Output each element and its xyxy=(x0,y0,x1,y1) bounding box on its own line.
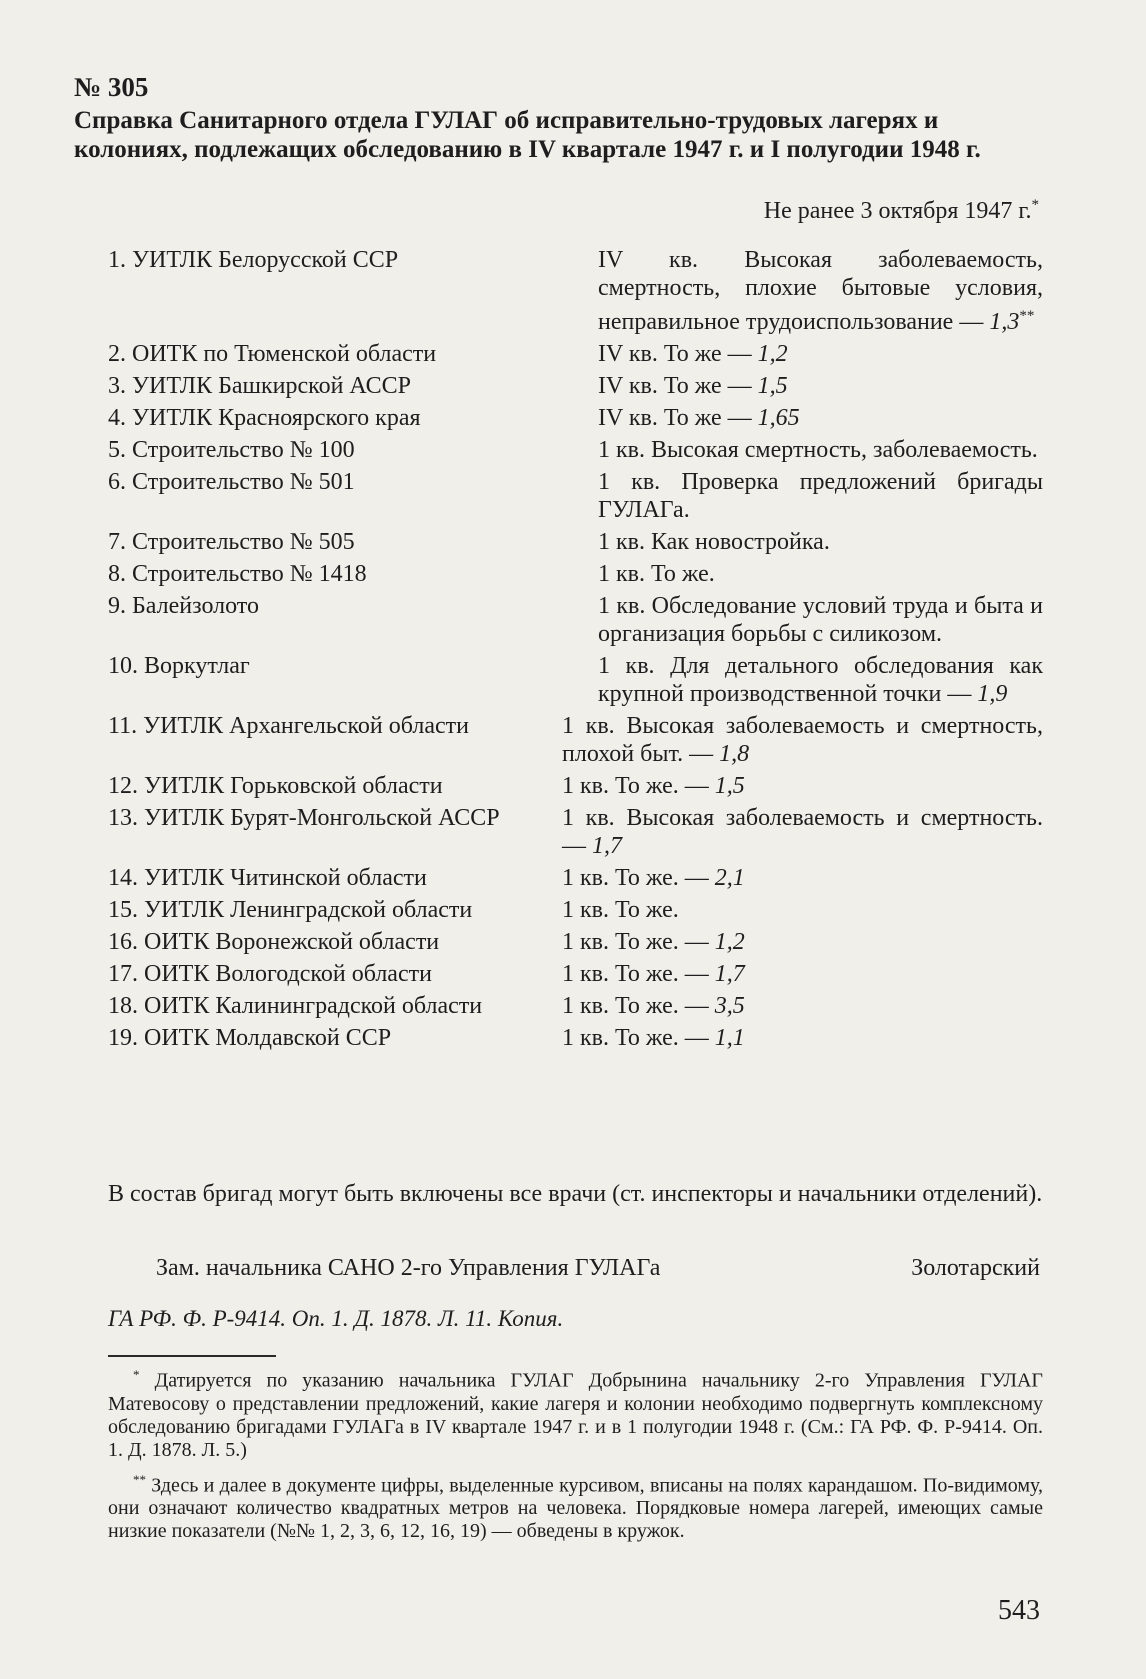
entry-label: 9. Балейзолото xyxy=(108,593,259,619)
footnote-mark: ** xyxy=(133,1471,146,1487)
entry-description: IV кв. Высокая заболеваемость, смертность, плохие бытовые условия, неправильное трудоиспользование — 1,3** xyxy=(598,247,1043,335)
document-title: Справка Санитарного отдела ГУЛАГ об исправительно-трудовых лагерях и колониях, подлежащих обследованию в IV квартале 1947 г. и I полугодии 1948 г. xyxy=(74,107,981,163)
entry-label: 4. УИТЛК Красноярского края xyxy=(108,405,421,431)
entry-description: IV кв. То же — 1,2 xyxy=(598,341,788,367)
entry-description: 1 кв. Высокая смертность, заболеваемость. xyxy=(598,437,1038,463)
entry-value: 1,7 xyxy=(592,833,622,859)
list-item xyxy=(108,992,1043,1020)
entry-label: 5. Строительство № 100 xyxy=(108,437,355,463)
entry-label: 3. УИТЛК Башкирской АССР xyxy=(108,373,411,399)
entry-value: 1,3 xyxy=(989,309,1020,335)
entry-label: 13. УИТЛК Бурят-Монгольской АССР xyxy=(108,805,500,831)
signature-name: Золотарский xyxy=(911,1255,1040,1281)
entry-label: 1. УИТЛК Белорусской ССР xyxy=(108,247,399,273)
footnote xyxy=(108,1468,1043,1544)
entry-value: 2,1 xyxy=(714,865,745,891)
entry-label: 6. Строительство № 501 xyxy=(108,469,355,495)
footnote-mark: ** xyxy=(1019,308,1035,324)
entries-list xyxy=(108,246,1043,1056)
list-item xyxy=(108,928,1043,956)
footnotes xyxy=(108,1363,1043,1549)
entry-value: 1,5 xyxy=(714,773,745,799)
list-item xyxy=(108,1024,1043,1052)
entry-description: 1 кв. Высокая заболеваемость и смертность, плохой быт. — 1,8 xyxy=(562,713,1043,767)
entry-label: 14. УИТЛК Читинской области xyxy=(108,865,427,891)
list-item xyxy=(108,528,1043,556)
entry-value: 1,65 xyxy=(757,405,800,431)
entry-description: 1 кв. Для детального обследования как крупной производственной точки — 1,9 xyxy=(598,653,1043,707)
entry-description: 1 кв. Обследование условий труда и быта и организация борьбы с силикозом. xyxy=(598,593,1043,647)
entry-description: 1 кв. Проверка предложений бригады ГУЛАГа. xyxy=(598,469,1043,523)
date-footnote-mark: * xyxy=(1031,197,1039,213)
archive-source: ГА РФ. Ф. Р-9414. Оп. 1. Д. 1878. Л. 11. Копия. xyxy=(108,1306,564,1331)
entry-description: 1 кв. То же. — 3,5 xyxy=(562,993,745,1019)
entry-description: 1 кв. Высокая заболеваемость и смертность. — 1,7 xyxy=(562,805,1043,859)
entry-value: 1,2 xyxy=(714,929,745,955)
list-item xyxy=(108,246,1043,336)
list-item xyxy=(108,468,1043,524)
signature-title: Зам. начальника САНО 2-го Управления ГУЛАГа xyxy=(156,1255,661,1281)
entry-description: 1 кв. То же. — 1,2 xyxy=(562,929,745,955)
entry-label: 8. Строительство № 1418 xyxy=(108,561,367,587)
brigade-note: В состав бригад могут быть включены все врачи (ст. инспекторы и начальники отделений). xyxy=(108,1181,1043,1207)
entry-value: 1,1 xyxy=(714,1025,745,1051)
footnote-text: Здесь и далее в документе цифры, выделенные курсивом, вписаны на полях карандашом. По-видимому, они означают количество квадратных метров на человека. Порядковые номера лагерей, имеющих самые низкие показатели (№№ 1, 2, 3, 6, 12, 16, 19) — обведены в кружок. xyxy=(108,1474,1043,1543)
entry-value: 1,9 xyxy=(977,681,1008,707)
entry-description: IV кв. То же — 1,65 xyxy=(598,405,800,431)
entry-value: 1,8 xyxy=(719,741,750,767)
list-item xyxy=(108,804,1043,860)
entry-label: 12. УИТЛК Горьковской области xyxy=(108,773,443,799)
entry-description: 1 кв. Как новостройка. xyxy=(598,529,830,555)
entry-value: 3,5 xyxy=(714,993,745,1019)
footnote xyxy=(108,1363,1043,1462)
entry-description: 1 кв. То же. — 1,7 xyxy=(562,961,745,987)
entry-label: 7. Строительство № 505 xyxy=(108,529,355,555)
list-item xyxy=(108,340,1043,368)
footnote-divider xyxy=(108,1355,276,1357)
entry-label: 15. УИТЛК Ленинградской области xyxy=(108,897,473,923)
list-item xyxy=(108,652,1043,708)
date-text: Не ранее 3 октября 1947 г. xyxy=(763,198,1032,224)
entry-description: 1 кв. То же. — 1,5 xyxy=(562,773,745,799)
entry-label: 16. ОИТК Воронежской области xyxy=(108,929,440,955)
list-item xyxy=(108,372,1043,400)
footnote-text: Датируется по указанию начальника ГУЛАГ Добрынина начальнику 2-го Управления ГУЛАГ Матевосову о представлении предложений, какие лагеря и колонии необходимо подвергнуть комплексному обследованию бригадами ГУЛАГа в IV квартале 1947 г. и в 1 полугодии 1948 г. (См.: ГА РФ. Ф. Р-9414. Оп. 1. Д. 1878. Л. 5.) xyxy=(108,1369,1043,1461)
document-number: № 305 xyxy=(74,72,149,102)
list-item xyxy=(108,960,1043,988)
entry-label: 11. УИТЛК Архангельской области xyxy=(108,713,469,739)
entry-label: 17. ОИТК Вологодской области xyxy=(108,961,432,987)
entry-value: 1,5 xyxy=(757,373,788,399)
entry-description: 1 кв. То же. — 2,1 xyxy=(562,865,745,891)
list-item xyxy=(108,712,1043,768)
list-item xyxy=(108,592,1043,648)
entry-value: 1,7 xyxy=(714,961,745,987)
footnote-mark: * xyxy=(133,1367,140,1382)
page-number: 543 xyxy=(998,1595,1040,1626)
list-item xyxy=(108,436,1043,464)
entry-description: IV кв. То же — 1,5 xyxy=(598,373,788,399)
entry-value: 1,2 xyxy=(757,341,788,367)
list-item xyxy=(108,896,1043,924)
entry-label: 19. ОИТК Молдавской ССР xyxy=(108,1025,392,1051)
list-item xyxy=(108,560,1043,588)
entry-description: 1 кв. То же. — 1,1 xyxy=(562,1025,745,1051)
entry-description: 1 кв. То же. xyxy=(598,561,715,587)
document-date xyxy=(764,197,1039,225)
entry-label: 18. ОИТК Калининградской области xyxy=(108,993,483,1019)
list-item xyxy=(108,772,1043,800)
list-item xyxy=(108,404,1043,432)
entry-label: 10. Воркутлаг xyxy=(108,653,250,679)
entry-description: 1 кв. То же. xyxy=(562,897,679,923)
list-item xyxy=(108,864,1043,892)
entry-label: 2. ОИТК по Тюменской области xyxy=(108,341,437,367)
